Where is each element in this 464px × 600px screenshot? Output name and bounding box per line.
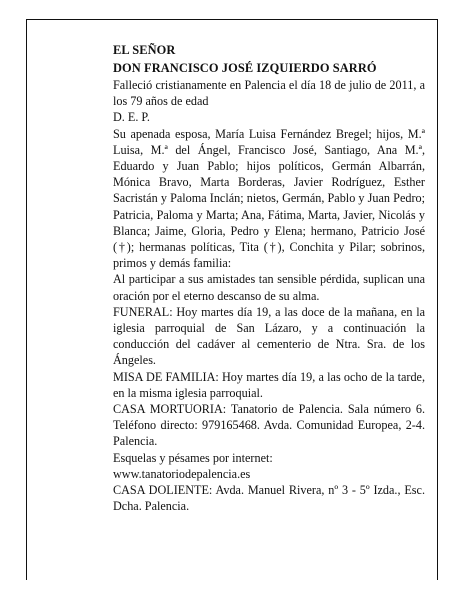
prayer-request: Al participar a sus amistades tan sensible pérdida, suplican una oración por el eterno descanso de su alma. [113, 272, 425, 303]
condolences-link[interactable]: www.tanatoriodepalencia.es [113, 466, 251, 481]
mortuary-info: CASA MORTUORIA: Tanatorio de Palencia. Sala número 6. Teléfono directo: 979165468. Avda. Comunidad Europea, 2-4. Palencia. [113, 402, 425, 449]
death-notice: Falleció cristianamente en Palencia el día 18 de julio de 2011, a los 79 años de edad [113, 78, 425, 109]
grieving-house-info: CASA DOLIENTE: Avda. Manuel Rivera, nº 3 - 5º Izda., Esc. Dcha. Palencia. [113, 483, 425, 514]
family-list: Su apenada esposa, María Luisa Fernández Bregel; hijos, M.ª Luisa, M.ª del Ángel, Francisco José, Santiago, Ana M.ª, Eduardo y Juan Pablo; hijos políticos, Germán Albarrán, Mónica Bravo, Marta Borderas, Javier Rodríguez, Esther Sacristán y Paloma Inclán; nietos, Germán, Pablo y Juan Pedro; Patricia, Paloma y Marta; Ana, Fátima, Marta, Javier, Nicolás y Blanca; Jaime, Gloria, Pedro y Elena; hermano, Patricio José (†); hermanas políticas, Tita (†), Conchita y Pilar; sobrinos, primos y demás familia: [113, 126, 425, 271]
family-mass-info: MISA DE FAMILIA: Hoy martes día 19, a las ocho de la tarde, en la misma iglesia parroquial. [113, 369, 425, 400]
funeral-info: FUNERAL: Hoy martes día 19, a las doce de la mañana, en la iglesia parroquial de San Lázaro, y a continuación la conducción del cadáver al cementerio de Ntra. Sra. de los Ángeles. [113, 304, 425, 368]
obituary-title: EL SEÑOR [113, 43, 176, 57]
rip-line: D. E. P. [113, 110, 150, 125]
obituary-notice [113, 42, 425, 514]
deceased-name: DON FRANCISCO JOSÉ IZQUIERDO SARRÓ [113, 60, 377, 75]
condolences-label: Esquelas y pésames por internet: [113, 450, 273, 465]
